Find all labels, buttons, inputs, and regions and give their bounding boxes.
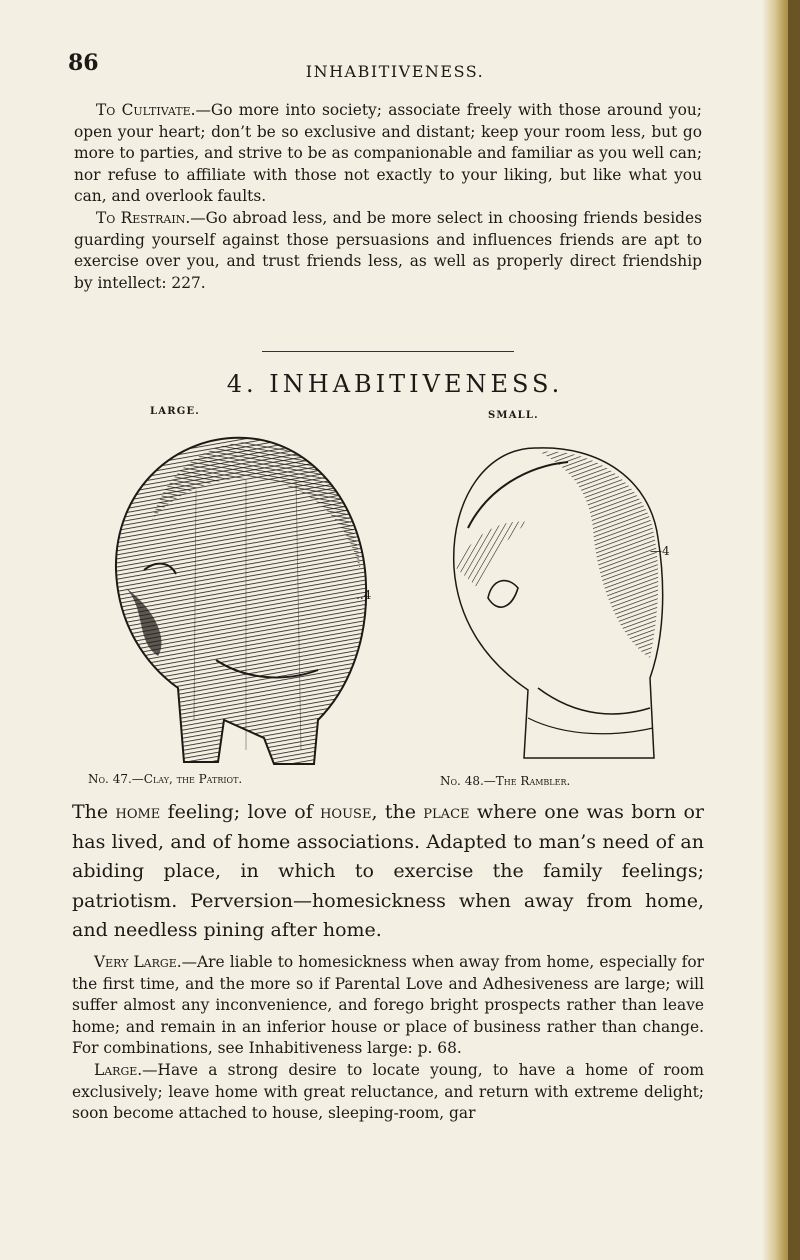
section-rule (262, 351, 514, 352)
restrain-paragraph (74, 208, 702, 294)
degree-section (72, 952, 704, 1125)
figure-caption-small (440, 774, 570, 788)
large-paragraph (72, 1060, 704, 1125)
figure-caption-large (88, 772, 242, 786)
large-text: —Have a strong desire to locate young, to have a home of room exclusively; leave home with great reluctance, and return with extreme delight; soon become attached to house, sleeping-room, gar (72, 1060, 704, 1123)
definition-home: home (115, 801, 161, 823)
restrain-text: —Go abroad less, and be more select in choosing friends besides guarding yourself against those persuasions and influences friends are apt to exercise over you, and trust friends less, as well as properly direct friendship by intellect: 227. (74, 208, 702, 292)
figure-caption-small-text: No. 48.—The Rambler. (440, 774, 571, 788)
organ-marker-small-number: 4 (662, 544, 670, 558)
organ-marker-small: —4 (650, 544, 670, 558)
restrain-lead: To Restrain. (96, 208, 191, 227)
figure-title: 4. INHABITIVENESS. (226, 370, 564, 398)
definition-paragraph (72, 798, 704, 946)
large-lead: Large. (94, 1060, 143, 1079)
very-large-lead: Very Large. (94, 953, 182, 971)
organ-marker-large-number: 4 (363, 588, 372, 602)
engraving-head-small (428, 418, 668, 768)
page-number: 86 (68, 50, 99, 76)
figure-label-large: LARGE. (150, 406, 200, 417)
figure-label-small: SMALL. (488, 410, 539, 421)
cultivate-restrain-section (74, 100, 702, 294)
definition-text-2: feeling; love of (160, 801, 321, 823)
definition-text-4: where one was born or has lived, and of home associations. Adapted to man’s need of an abiding place, in which to exercise the family feelings; patriotism. Perversion—homesickness when away from home, and needless pining after home. (72, 801, 704, 942)
cultivate-paragraph (74, 100, 702, 208)
engraving-head-large (96, 420, 396, 780)
cultivate-lead: To Cultivate. (96, 101, 196, 119)
definition-text-1: The (72, 801, 116, 823)
very-large-text: —Are liable to homesickness when away from home, especially for the first time, and the more so if Parental Love and Adhesiveness are large; will suffer almost any inconvenience, and forego bright prospects rather than leave home; and remain in an inferior house or place of business rather than change. For combinations, see Inhabitiveness large: p. 68. (72, 953, 704, 1058)
definition-house: house (320, 801, 372, 823)
very-large-paragraph (72, 952, 704, 1060)
figure-caption-large-text: No. 47.—Clay, the Patriot. (88, 772, 243, 786)
cultivate-text: —Go more into society; associate freely with those around you; open your heart; don’t be so exclusive and distant; keep your room less, but go more to parties, and strive to be as companionable and familiar as you well can; nor refuse to affiliate with those not exactly to your liking, but like what you can, and overlook faults. (74, 101, 702, 206)
running-head: INHABITIVENESS. (305, 62, 485, 81)
definition-place: place (423, 801, 470, 823)
definition-text-3: , the (371, 801, 424, 823)
organ-marker-large: ..4 (356, 588, 372, 602)
page-edge-dark (788, 0, 800, 1260)
